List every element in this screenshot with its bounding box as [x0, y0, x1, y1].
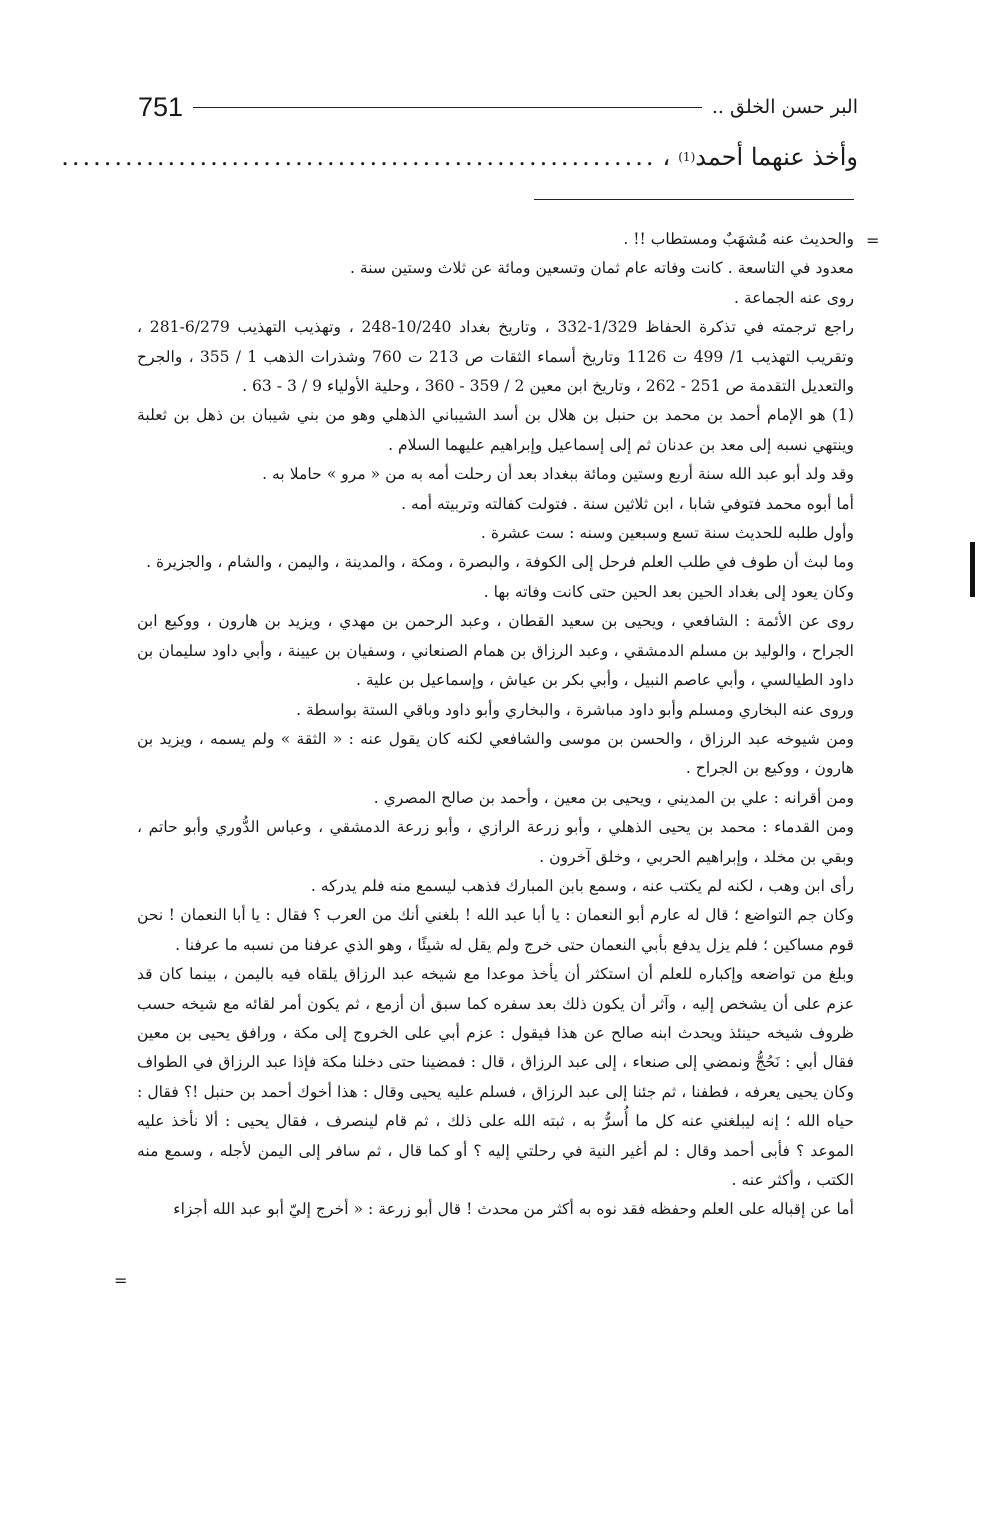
main-text-line: [61, 143, 858, 171]
footnote-line: أما أبوه محمد فتوفي شابا ، ابن ثلاثين سنة . فتولت كفالته وتربيته أمه .: [401, 494, 854, 513]
footnote-line: راجع ترجمته في تذكرة الحفاظ 1/329-332 ، وتاريخ بغداد 10/240-248 ، وتهذيب التهذيب 6/279-281 ، وتقريب التهذيب 1/ 499 ت 1126 وتاريخ أسماء الثقات ص 213 ت 760 وشذرات الذهب 1 / 355 ، والجرح والتعديل التقدمة ص 251 - 262 ، وتاريخ ابن معين 2 / 359 - 360 ، وحلية الأولياء 9 / 3 - 63 .: [137, 318, 855, 396]
footnote-line: روى عنه الجماعة .: [733, 288, 854, 307]
footnote-line: روى عن الأئمة : الشافعي ، ويحيى بن سعيد القطان ، وعبد الرحمن بن مهدي ، ويزيد بن هارون ، ووكيع ابن الجراح ، والوليد بن مسلم الدمشقي ، وعبد الرزاق بن همام الصنعاني ، وسفيان بن عيينة ، وأبي داود سليمان بن داود الطيالسي ، وأبي عاصم النبيل ، وأبي بكر بن عياش ، وإسماعيل بن علية .: [137, 612, 854, 690]
page-header: [138, 92, 858, 122]
footnotes: [137, 225, 854, 1225]
continuation-mark-bottom: =: [114, 1271, 128, 1290]
continuation-mark-top: =: [866, 231, 880, 250]
page-number: 751: [138, 91, 184, 122]
main-text-dots: ........................................................: [61, 143, 657, 171]
footnote-line: وقد ولد أبو عبد الله سنة أربع وستين ومائة ببغداد بعد أن رحلت أمه به من « مرو » حاملا به .: [262, 465, 854, 484]
main-text: وأخذ عنهما أحمد: [695, 143, 858, 171]
footnote-line: وبلغ من تواضعه وإكباره للعلم أن استكثر أن يأخذ موعدا مع شيخه عبد الرزاق يلقاه فيه باليمن ، بينما كان قد عزم على أن يشخص إليه ، وآثر أن يكون ذلك بعد سفره كما سبق أن أزمع ، ثم يكون أمر لقائه مع شيخه حسب ظروف شيخه حينئذ ويحدث ابنه صالح عن هذا فيقول : عزم أبي على الخروج إلى مكة ، ورافق يحيى بن معين فقال أبي : نَحُجُّ ونمضي إلى صنعاء ، إلى عبد الرزاق ، قال : فمضينا حتى دخلنا مكة فإذا عبد الرزاق في الطواف وكان يحيى يعرفه ، فطفنا ، ثم جئنا إلى عبد الرزاق ، فسلم عليه يحيى وقال : هذا أخوك أحمد بن حنبل !؟ فقال : حياه الله ؛ إنه ليبلغني عنه كل ما أُسرُّ به ، ثبته الله على ذلك ، ثم قام لينصرف ، فقال يحيى : ألا نأخذ عليه الموعد ؟ فأبى أحمد وقال : لم أغير النية في رحلتي إليه ؟ أو كما قال ، ثم سافر إلى اليمن لأجله ، وسمع منه الكتب ، وأكثر عنه .: [137, 965, 854, 1189]
footnote-line: وكان يعود إلى بغداد الحين بعد الحين حتى كانت وفاته بها .: [483, 582, 854, 601]
footnote-line: ومن شيوخه عبد الرزاق ، والحسن بن موسى والشافعي لكنه كان يقول عنه : « الثقة » ولم يسمه ، ويزيد بن هارون ، ووكيع بن الجراح .: [137, 729, 854, 778]
footnote-line: رأى ابن وهب ، لكنه لم يكتب عنه ، وسمع بابن المبارك فذهب ليسمع منه فلم يدركه .: [310, 876, 854, 895]
footnote-line: معدود في التاسعة . كانت وفاته عام ثمان وتسعين ومائة عن ثلاث وستين سنة .: [349, 259, 854, 278]
footnote-separator: [534, 199, 854, 200]
footnote-line: وما لبث أن طوف في طلب العلم فرحل إلى الكوفة ، والبصرة ، ومكة ، والمدينة ، واليمن ، والشام ، والجزيرة .: [146, 553, 854, 572]
footnote-line: ومن القدماء : محمد بن يحيى الذهلي ، وأبو زرعة الرازي ، وأبو زرعة الدمشقي ، وعباس الدُّوري وأبو حاتم ، وبقي بن مخلد ، وإبراهيم الحربي ، وخلق آخرون .: [137, 818, 854, 866]
main-text-comma: ،: [662, 143, 671, 171]
footnote-line: وكان جم التواضع ؛ قال له عارم أبو النعمان : يا أبا عبد الله ! بلغني أنك من العرب ؟ فقال : يا أبا النعمان ! نحن قوم مساكين ؛ فلم يزل يدفع بأبي النعمان حتى خرج ولم يقل له شيئًا ، وهو الذي عرفنا من نسبه ما عرفنا .: [137, 906, 854, 954]
footnote-line: والحديث عنه مُشهَبٌ ومستطاب !! .: [623, 230, 854, 248]
header-rule: [193, 107, 702, 108]
margin-bar: [970, 542, 975, 597]
footnote-line: أما عن إقباله على العلم وحفظه فقد نوه به أكثر من محدث ! قال أبو زرعة : « أخرج إليّ أبو عبد الله أجزاء: [173, 1200, 854, 1219]
footnote-line: (1) هو الإمام أحمد بن محمد بن حنبل بن هلال بن أسد الشيباني الذهلي وهو من بني شيبان بن ذهل بن ثعلبة وينتهي نسبه إلى معد بن عدنان ثم إلى إسماعيل وإبراهيم عليهما السلام .: [137, 406, 854, 454]
footnote-line: وأول طلبه للحديث سنة تسع وسبعين وسنه : ست عشرة .: [480, 524, 854, 543]
footnote-line: وروى عنه البخاري ومسلم وأبو داود مباشرة ، والبخاري وأبو داود وباقي الستة بواسطة .: [296, 700, 854, 719]
footnote-reference: (1): [678, 150, 696, 164]
running-head: البر حسن الخلق ..: [711, 96, 858, 118]
footnote-line: ومن أقرانه : علي بن المديني ، ويحيى بن معين ، وأحمد بن صالح المصري .: [373, 788, 854, 807]
